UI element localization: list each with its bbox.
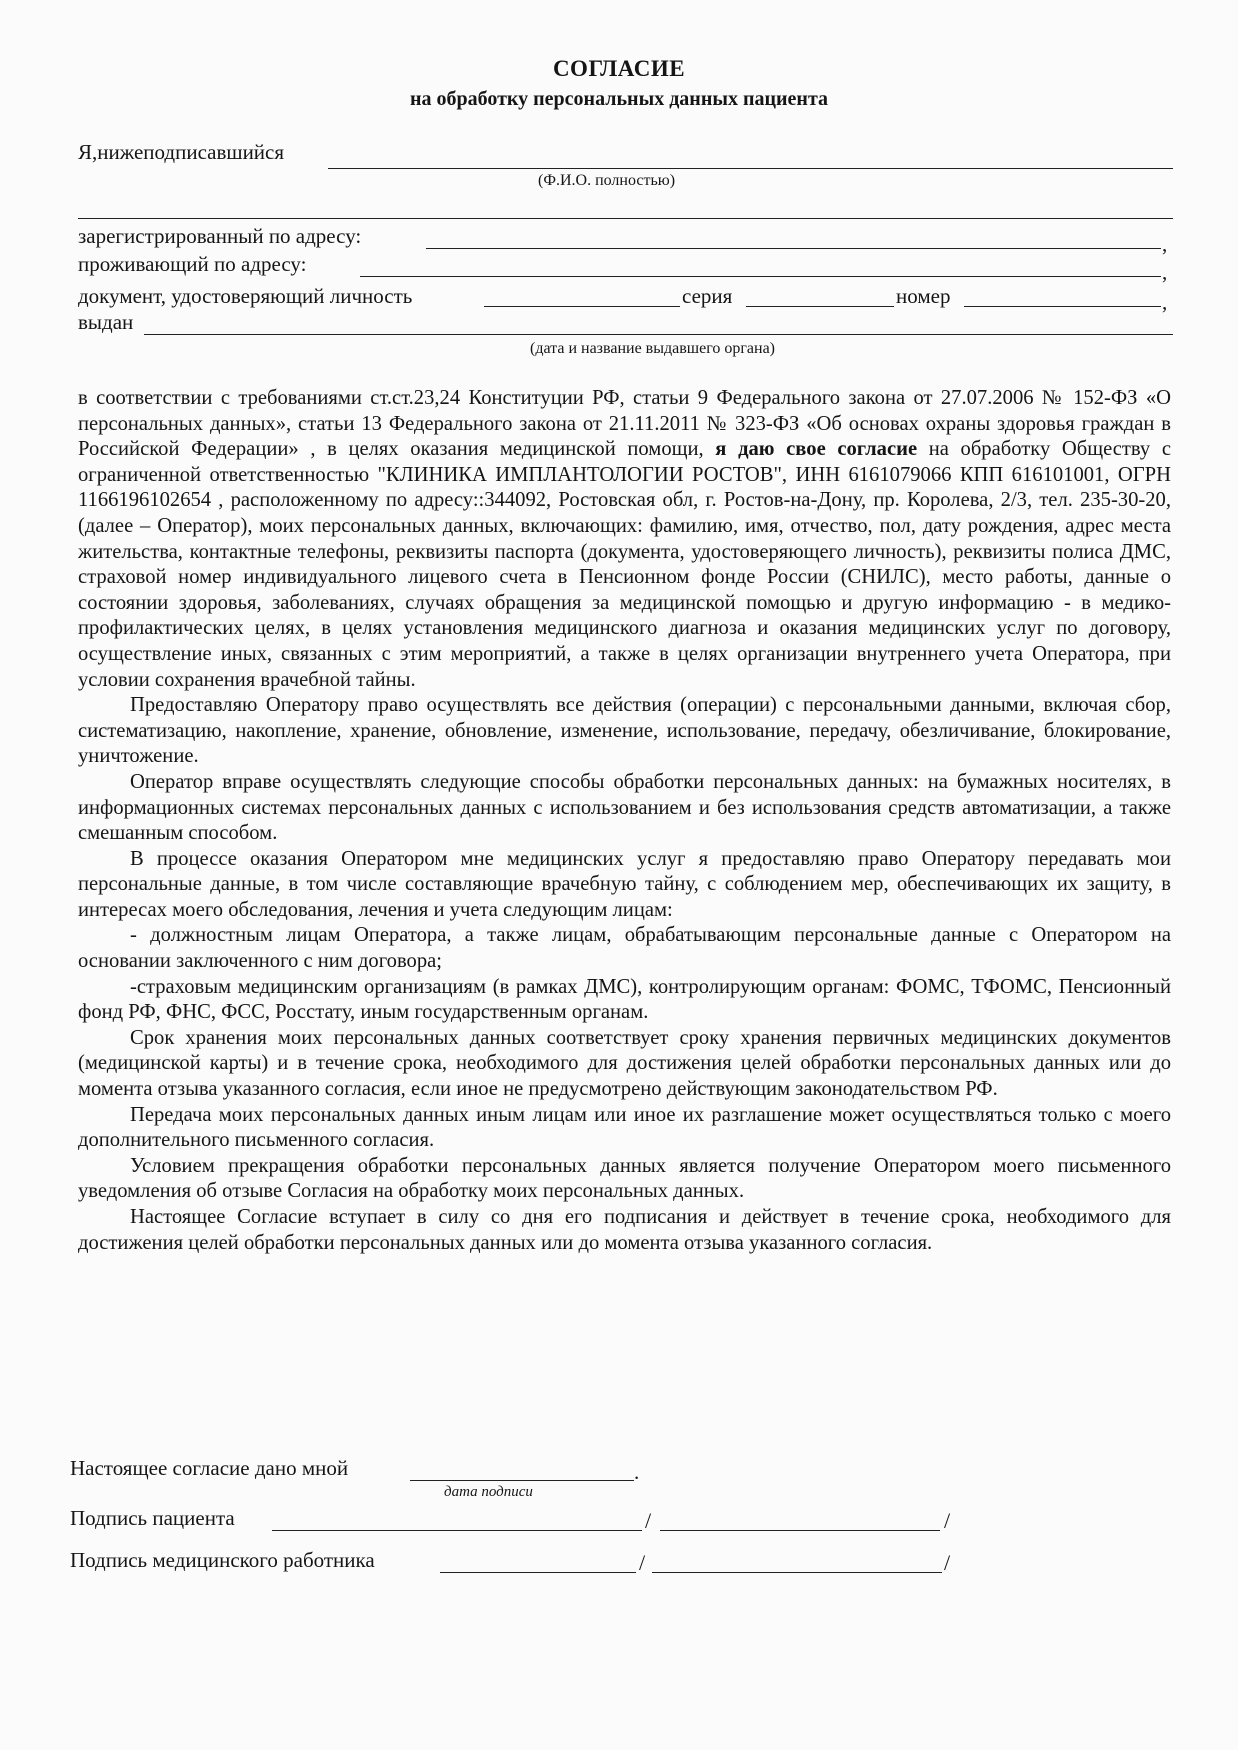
document-title: СОГЛАСИЕ bbox=[552, 56, 686, 81]
p1-bold-consent: я даю свое согласие bbox=[715, 438, 918, 461]
reg-address-line[interactable] bbox=[426, 248, 1161, 249]
paragraph-1 bbox=[78, 386, 1171, 693]
paragraph-5: - должностным лицам Оператора, а также лицам, обрабатывающим персональные данные с Оператором на основании заключенного с ним договора; bbox=[78, 924, 1171, 973]
number-label: номер bbox=[896, 284, 951, 308]
given-label: Настоящее согласие дано мной bbox=[70, 1456, 349, 1480]
doc-type-line[interactable] bbox=[484, 306, 680, 307]
reg-address-label: зарегистрированный по адресу: bbox=[78, 224, 362, 248]
p1-text-start: в соответствии с требованиями ст.ст.23,24 Конституции РФ, статьи 9 Федерального закона от 27.07.2006 № 152-ФЗ «О персональных данных», статьи 13 Федерального закона от 21.11.2011 № 323-ФЗ «Об основах охраны здоровья граждан в Российской Федерации» , в целях оказания медицинской помощи, bbox=[78, 387, 1171, 461]
document-subtitle: на обработку персональных данных пациента bbox=[409, 88, 829, 110]
reg-address-comma: , bbox=[1162, 232, 1168, 256]
patient-signature-line[interactable] bbox=[272, 1530, 642, 1531]
doc-label: документ, удостоверяющий личность bbox=[78, 284, 413, 308]
issued-hint: (дата и название выдавшего органа) bbox=[530, 340, 776, 357]
medic-signature-label: Подпись медицинского работника bbox=[70, 1548, 375, 1572]
medic-signature-slash-2: / bbox=[944, 1550, 951, 1575]
paragraph-3: Оператор вправе осуществлять следующие способы обработки персональных данных: на бумажных носителях, в информационных системах персональных данных с использованием и без использования средств автоматизации, а также смешанным способом. bbox=[78, 770, 1171, 845]
patient-name-line[interactable] bbox=[660, 1530, 940, 1531]
paragraph-10: Настоящее Согласие вступает в силу со дня его подписания и действует в течение срока, необходимого для достижения целей обработки персональных данных или до момента отзыва указанного согласия. bbox=[78, 1206, 1171, 1254]
medic-signature-slash-1: / bbox=[639, 1550, 646, 1575]
issued-label: выдан bbox=[78, 310, 134, 334]
patient-signature-label: Подпись пациента bbox=[70, 1506, 235, 1530]
number-line[interactable] bbox=[964, 306, 1161, 307]
fio-line[interactable] bbox=[328, 168, 1173, 169]
patient-signature-slash-2: / bbox=[944, 1508, 951, 1533]
date-line[interactable] bbox=[410, 1480, 634, 1481]
medic-signature-line[interactable] bbox=[440, 1572, 636, 1573]
paragraph-4: В процессе оказания Оператором мне медицинских услуг я предоставляю право Оператору передавать мои персональные данные, в том числе составляющие врачебную тайну, с соблюдением мер, обеспечивающих их защиту, в интересах моего обследования, лечения и учета следующим лицам: bbox=[78, 847, 1171, 921]
medic-name-line[interactable] bbox=[652, 1572, 942, 1573]
series-label: серия bbox=[682, 284, 733, 308]
consent-body bbox=[78, 386, 1171, 1256]
paragraph-9: Условием прекращения обработки персональных данных является получение Оператором моего письменного уведомления об отзыве Согласия на обработку моих персональных данных. bbox=[78, 1154, 1171, 1203]
fio-hint: (Ф.И.О. полностью) bbox=[538, 172, 676, 189]
patient-signature-slash-1: / bbox=[645, 1508, 652, 1533]
p1-text-end: на обработку Обществу с ограниченной ответственностью "КЛИНИКА ИМПЛАНТОЛОГИИ РОСТОВ", ИНН 6161079066 КПП 616101001, ОГРН 1166196102654 , расположенному по адресу::344092, Ростовская обл, г. Ростов-на-Дону, пр. Королева, 2/3, тел. 235-30-20, (далее – Оператор), моих персональных данных, включающих: фамилию, имя, отчество, пол, дату рождения, адрес места жительства, контактные телефоны, реквизиты паспорта (документа, удостоверяющего личность), реквизиты полиса ДМС, страховой номер индивидуального лицевого счета в Пенсионном фонде России (СНИЛС), место работы, данные о состоянии здоровья, заболеваниях, случаях обращения за медицинской помощью и другую информацию - в медико-профилактических целях, в целях установления медицинского диагноза и оказания медицинских услуг по договору, осуществление иных, связанных с этим мероприятий, а также в целях организации внутреннего учета Оператора, при условии сохранения врачебной тайны. bbox=[78, 438, 1171, 691]
doc-comma: , bbox=[1162, 290, 1168, 314]
live-address-label: проживающий по адресу: bbox=[78, 252, 307, 276]
paragraph-2: Предоставляю Оператору право осуществлять все действия (операции) с персональными данными, включая сбор, систематизацию, накопление, хранение, обновление, изменение, использование, передачу, обезличивание, блокирование, уничтожение. bbox=[78, 694, 1171, 768]
issued-line[interactable] bbox=[144, 334, 1173, 335]
series-line[interactable] bbox=[746, 306, 894, 307]
paragraph-7: Срок хранения моих персональных данных соответствует сроку хранения первичных медицинских документов (медицинской карты) и в течение срока, необходимого для достижения целей обработки персональных данных или до момента отзыва указанного согласия, если иное не предусмотрено действующим законодательством РФ. bbox=[78, 1026, 1171, 1101]
given-dot: . bbox=[634, 1460, 640, 1484]
fio-line-continued[interactable] bbox=[78, 218, 1173, 219]
signer-label: Я,нижеподписавшийся bbox=[78, 140, 285, 164]
live-address-comma: , bbox=[1162, 260, 1168, 284]
date-hint: дата подписи bbox=[444, 1484, 533, 1500]
paragraph-6: -страховым медицинским организациям (в рамках ДМС), контролирующим органам: ФОМС, ТФОМС, Пенсионный фонд РФ, ФНС, ФСС, Росстату, иным государственным органам. bbox=[78, 975, 1171, 1024]
paragraph-8: Передача моих персональных данных иным лицам или иное их разглашение может осуществляться только с моего дополнительного письменного согласия. bbox=[78, 1103, 1171, 1152]
live-address-line[interactable] bbox=[360, 276, 1161, 277]
